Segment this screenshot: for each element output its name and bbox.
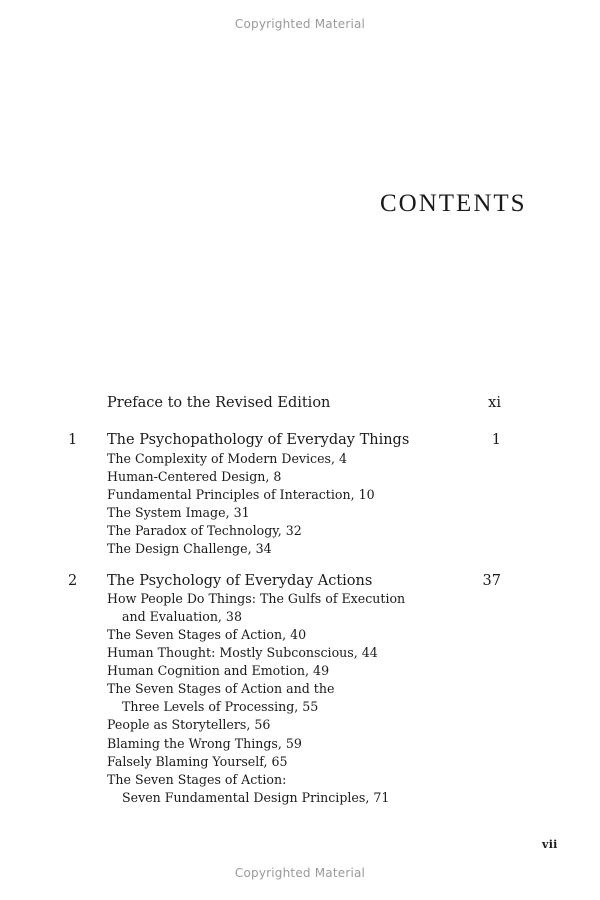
copyright-watermark-top: Copyrighted Material <box>234 17 366 31</box>
toc-section-continuation[interactable]: Three Levels of Processing, 55 <box>122 699 319 714</box>
toc-section[interactable]: The System Image, 31 <box>107 505 250 520</box>
copyright-watermark-bottom: Copyrighted Material <box>234 866 366 880</box>
preface-page: xi <box>488 395 501 411</box>
toc-entry-chapter-1[interactable] <box>0 431 600 451</box>
chapter-number: 2 <box>68 573 78 589</box>
toc-section-continuation[interactable]: Seven Fundamental Design Principles, 71 <box>122 790 390 805</box>
chapter-page: 37 <box>482 573 501 589</box>
toc-section[interactable]: The Seven Stages of Action and the <box>107 681 335 696</box>
toc-section[interactable]: The Design Challenge, 34 <box>107 541 272 556</box>
toc-section[interactable]: Fundamental Principles of Interaction, 10 <box>107 487 375 502</box>
toc-section[interactable]: Blaming the Wrong Things, 59 <box>107 736 302 751</box>
toc-section[interactable]: The Seven Stages of Action, 40 <box>107 627 307 642</box>
toc-entry-preface[interactable] <box>0 394 600 414</box>
toc-entry-chapter-2[interactable] <box>0 572 600 592</box>
toc-section[interactable]: The Seven Stages of Action: <box>107 772 287 787</box>
toc-section[interactable]: Human Thought: Mostly Subconscious, 44 <box>107 645 378 660</box>
toc-section[interactable]: Human Cognition and Emotion, 49 <box>107 663 330 678</box>
chapter-title: The Psychology of Everyday Actions <box>107 573 373 589</box>
chapter-page: 1 <box>491 432 501 448</box>
chapter-number: 1 <box>68 432 78 448</box>
chapter-title: The Psychopathology of Everyday Things <box>107 432 410 448</box>
toc-section-continuation[interactable]: and Evaluation, 38 <box>122 609 242 624</box>
preface-title: Preface to the Revised Edition <box>107 395 331 411</box>
toc-section[interactable]: The Complexity of Modern Devices, 4 <box>107 451 348 466</box>
toc-section[interactable]: People as Storytellers, 56 <box>107 717 271 732</box>
page-title: CONTENTS <box>380 190 527 217</box>
toc-section[interactable]: The Paradox of Technology, 32 <box>107 523 302 538</box>
page-number: vii <box>542 838 558 851</box>
toc-section[interactable]: Falsely Blaming Yourself, 65 <box>107 754 288 769</box>
toc-section[interactable]: How People Do Things: The Gulfs of Execution <box>107 591 406 606</box>
toc-section[interactable]: Human-Centered Design, 8 <box>107 469 282 484</box>
